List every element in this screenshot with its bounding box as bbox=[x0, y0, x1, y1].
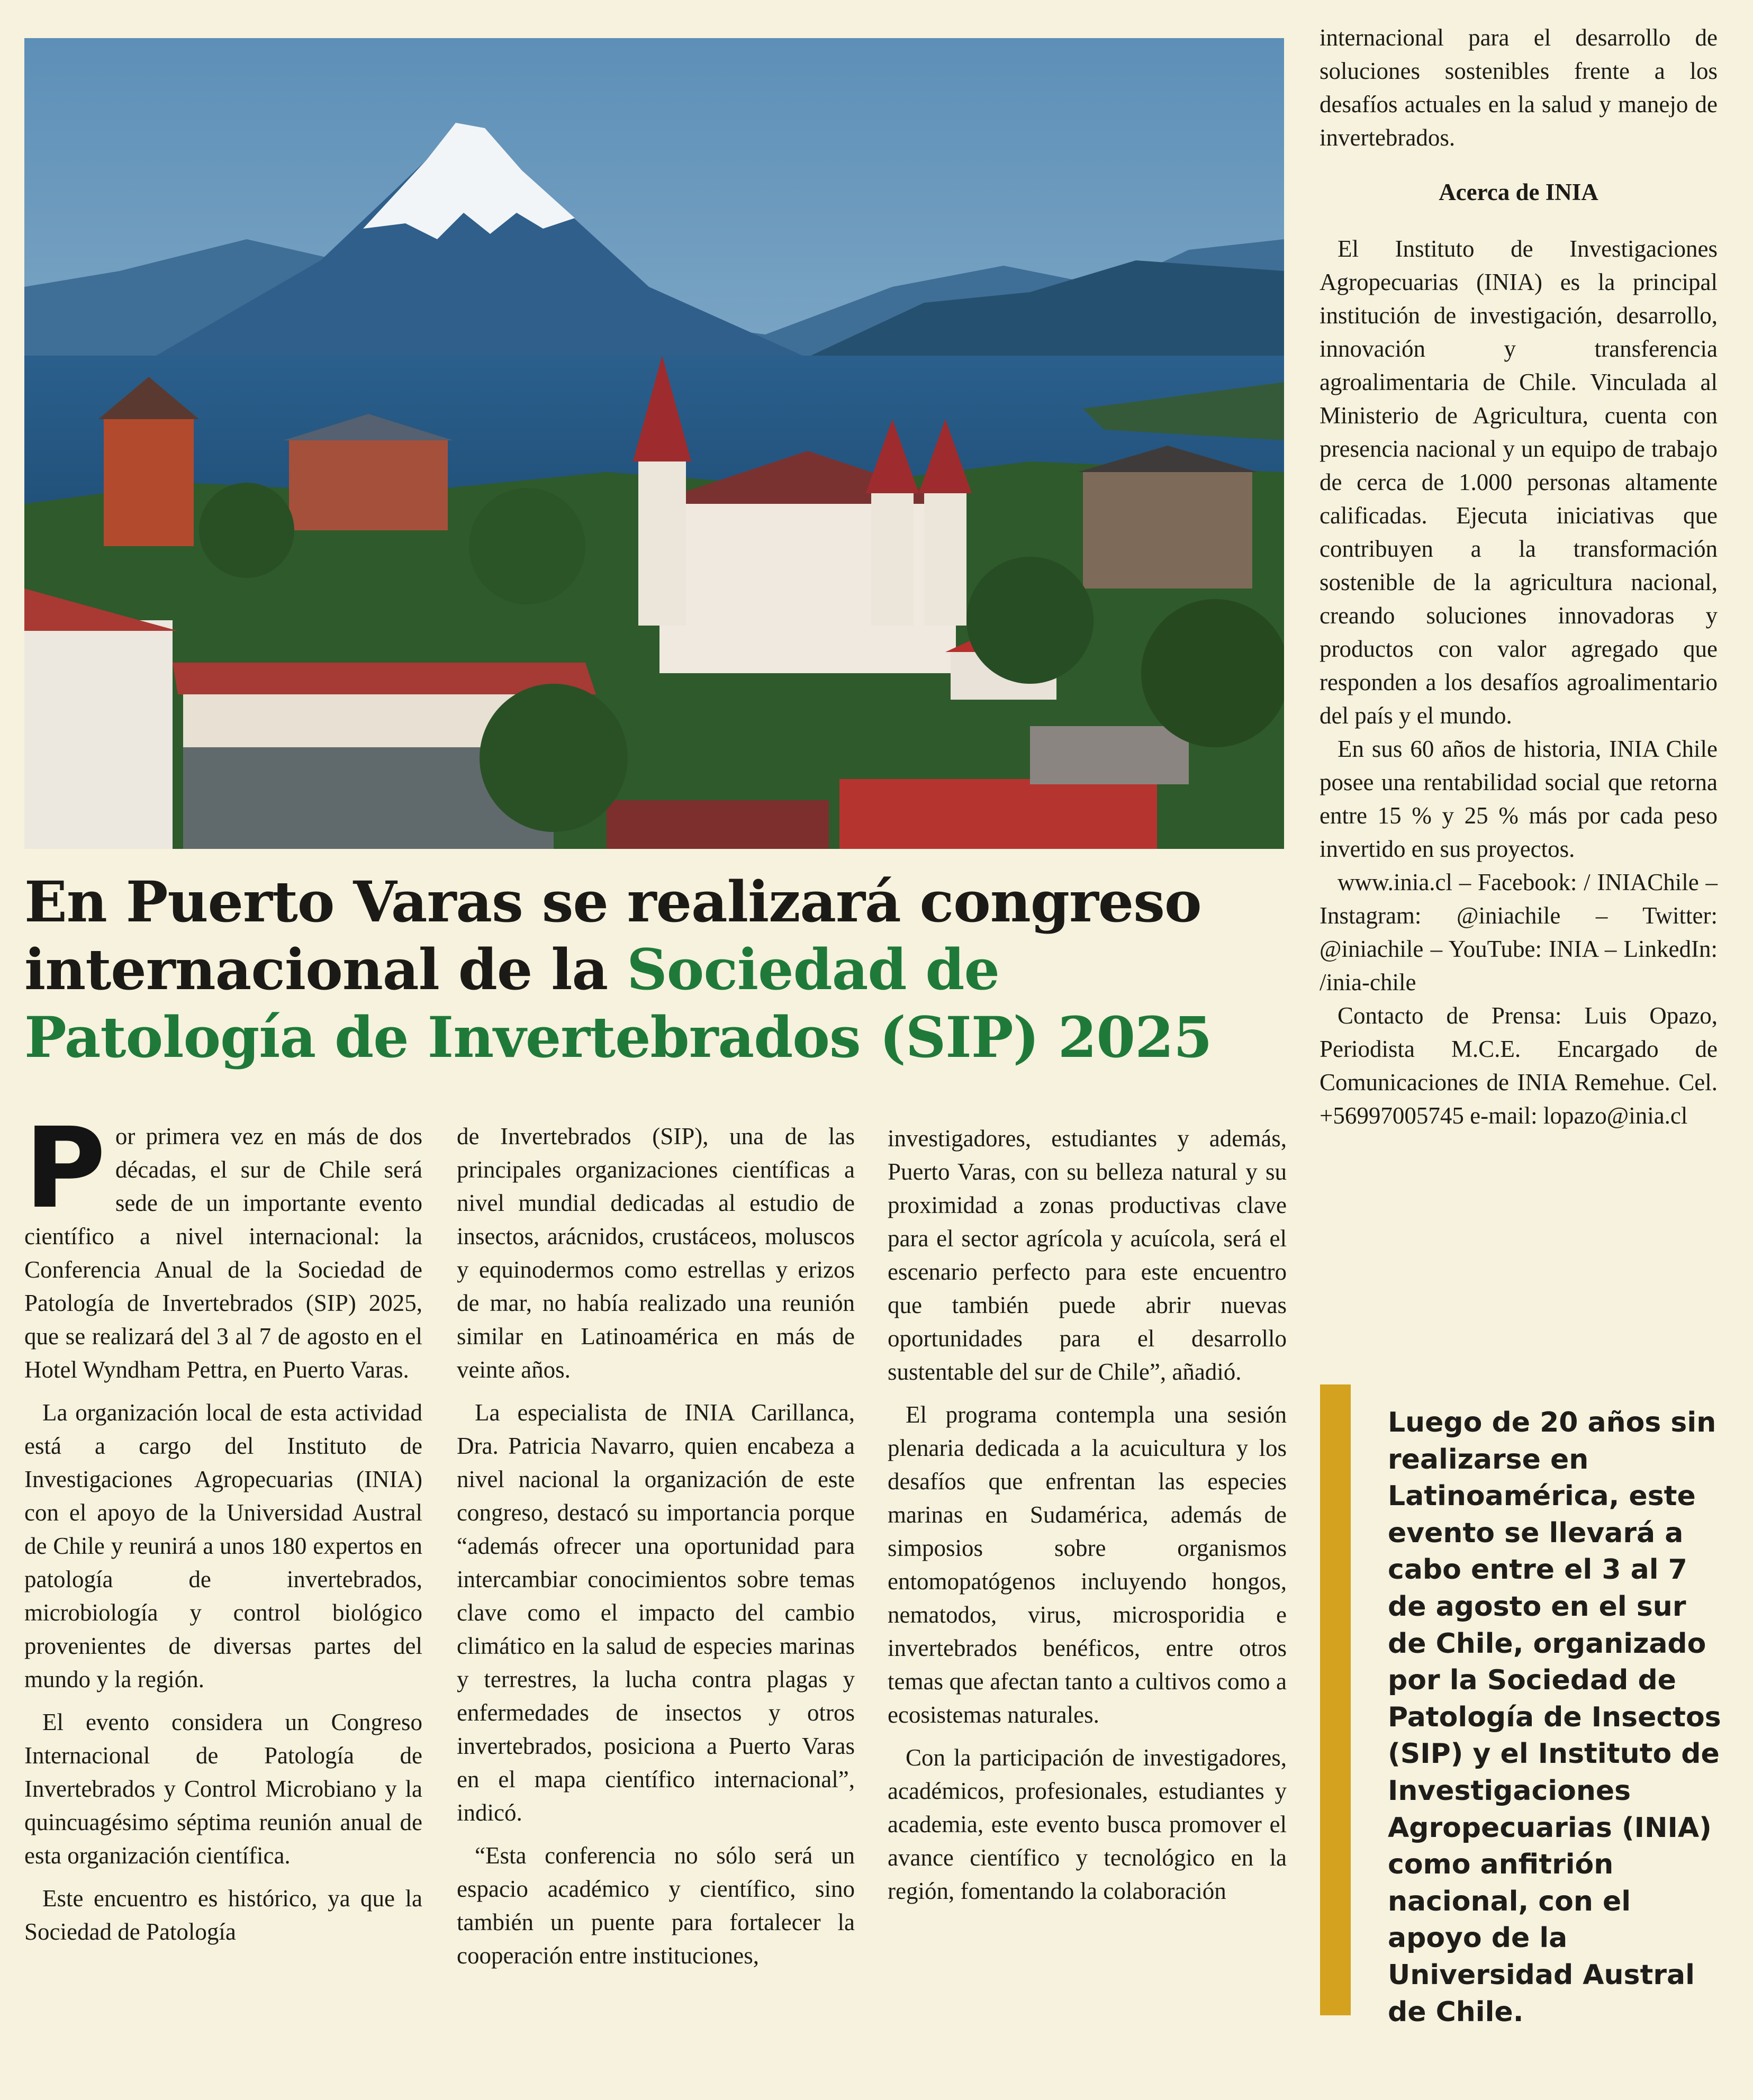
paragraph: Este encuentro es histórico, ya que la Sociedad de Patología bbox=[24, 1885, 422, 1945]
paragraph: internacional para el desarrollo de soluciones sostenibles frente a los desafíos actuales en la salud y manejo de invertebrados. bbox=[1320, 24, 1718, 151]
section-subheading: Acerca de INIA bbox=[1439, 179, 1598, 205]
body-column-3 bbox=[888, 1122, 1287, 1908]
article-photo bbox=[24, 38, 1284, 849]
paragraph: Con la participación de investigadores, académicos, profesionales, estudiantes y academia, este evento busca promover el avance científico y tecnológico en la región, fomentando la colaboración bbox=[888, 1744, 1287, 1904]
paragraph: En sus 60 años de historia, INIA Chile posee una rentabilidad social que retorna entre 15 % y 25 % más por cada peso invertido en sus proyectos. bbox=[1320, 736, 1718, 862]
press-contact: Contacto de Prensa: Luis Opazo, Periodista M.C.E. Encargado de Comunicaciones de INIA Remehue. Cel. +56997005745 e-mail: lopazo@inia.cl bbox=[1320, 1002, 1718, 1129]
headline-part-black: En Puerto Varas se realizará congreso internacional de la bbox=[24, 868, 1201, 1002]
body-column-4 bbox=[1320, 21, 1718, 1133]
contact-links: www.inia.cl – Facebook: / INIAChile – Instagram: @iniachile – Twitter: @iniachile – YouTube: INIA – LinkedIn: /inia-chile bbox=[1320, 869, 1718, 995]
paragraph: El Instituto de Investigaciones Agropecuarias (INIA) es la principal institución de investigación, desarrollo, innovación y transferencia agroalimentaria de Chile. Vinculada al Ministerio de Agricultura, cuenta con presencia nacional y un equipo de trabajo de cerca de 1.000 personas altamente calificadas. Ejecuta iniciativas que contribuyen a la transformación sostenible de la agricultura nacional, creando soluciones innovadoras y productos con valor agregado que responden a los desafíos agroalimentario del país y el mundo. bbox=[1320, 236, 1718, 729]
paragraph: investigadores, estudiantes y además, Puerto Varas, con su belleza natural y su proximidad a zonas productivas clave para el sector agrícola y acuícola, será el escenario perfecto para este encuentro que también puede abrir nuevas oportunidades para el desarrollo sustentable del sur de Chile”, añadió. bbox=[888, 1125, 1287, 1385]
drop-cap: P bbox=[24, 1103, 106, 1233]
paragraph: or primera vez en más de dos décadas, el sur de Chile será sede de un importante evento científico a nivel internacional: la Conferencia Anual de la Sociedad de Patología de Invertebrados (SIP) 2025, que se realizará del 3 al 7 de agosto en el Hotel Wyndham Pettra, en Puerto Varas. bbox=[24, 1123, 422, 1383]
article-headline bbox=[24, 868, 1295, 1071]
paragraph: de Invertebrados (SIP), una de las principales organizaciones científicas a nivel mundial dedicadas al estudio de insectos, arácnidos, crustáceos, moluscos y equinodermos como estrellas y erizos de mar, no había realizado una reunión similar en Latinoamérica en más de veinte años. bbox=[457, 1123, 855, 1383]
headline-part-green: Sociedad de Patología de Invertebrados (SIP) 2025 bbox=[24, 936, 1212, 1070]
pullquote-text: Luego de 20 años sin realizarse en Latinoamérica, este evento se llevará a cabo entre el 3 al 7 de agosto en el sur de Chile, organizado por la Sociedad de Patología de Insectos (SIP) y el Instituto de Investigaciones Agropecuarias (INIA) como anfitrión nacional, con el apoyo de la Universidad Austral de Chile. bbox=[1388, 1407, 1721, 2028]
paragraph: La organización local de esta actividad está a cargo del Instituto de Investigaciones Agropecuarias (INIA) con el apoyo de la Universidad Austral de Chile y reunirá a unos 180 expertos en patología de invertebrados, microbiología y control biológico provenientes de diversas partes del mundo y la región. bbox=[24, 1399, 422, 1692]
body-column-1 bbox=[24, 1103, 422, 1949]
paragraph: La especialista de INIA Carillanca, Dra. Patricia Navarro, quien encabeza a nivel nacional la organización de este congreso, destacó su importancia porque “además ofrecer una oportunidad para intercambiar conocimientos sobre temas clave como el impacto del cambio climático en la salud de especies marinas y terrestres, la lucha contra plagas y enfermedades de insectos y otros invertebrados, posiciona a Puerto Varas en el mapa científico internacional”, indicó. bbox=[457, 1399, 855, 1826]
paragraph: El programa contempla una sesión plenaria dedicada a la acuicultura y los desafíos que enfrentan las especies marinas en Sudamérica, además de simposios sobre organismos entomopatógenos incluyendo hongos, nematodos, virus, microsporidia e invertebrados benéficos, entre otros temas que afectan tanto a cultivos como a ecosistemas naturales. bbox=[888, 1401, 1287, 1728]
body-column-2 bbox=[457, 1120, 855, 1972]
landscape-photo-icon bbox=[24, 38, 1284, 849]
pullquote-bar bbox=[1320, 1384, 1351, 2015]
paragraph: El evento considera un Congreso Internacional de Patología de Invertebrados y Control Microbiano y la quincuagésimo séptima reunión anual de esta organización científica. bbox=[24, 1709, 422, 1869]
paragraph: “Esta conferencia no sólo será un espacio académico y científico, sino también un puente para fortalecer la cooperación entre instituciones, bbox=[457, 1842, 855, 1969]
